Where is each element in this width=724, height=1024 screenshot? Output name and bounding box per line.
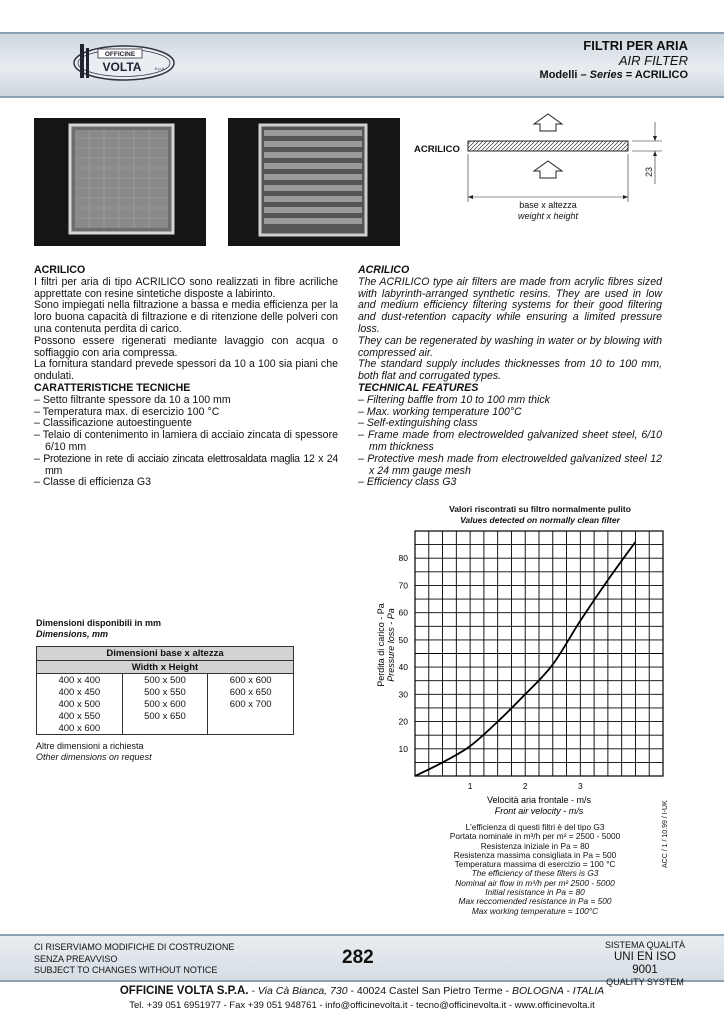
y-tick-label: 30 (398, 689, 408, 700)
chart-subtitle: Values detected on normally clean filter (460, 514, 620, 525)
info-line: Temperatura massima di esercizio = 100 °C (454, 859, 616, 870)
info-line: Nominal air flow in m³/h per m² 2500 - 5000 (455, 877, 615, 888)
paragraph-it-1: I filtri per aria di tipo ACRILICO sono realizzati in fibre acriliche apprettate con resine sintetiche disposte a labirinto. (34, 275, 338, 300)
table-cell (208, 710, 294, 722)
table-cell: 400 x 400 (37, 674, 123, 687)
quality-system (604, 940, 686, 988)
company-logo (72, 40, 176, 82)
table-row (37, 686, 294, 698)
y-tick-label: 60 (398, 607, 408, 618)
list-item: – Telaio di contenimento in lamiera di acciaio zincata di spessore 6/10 mm (34, 430, 338, 454)
notice-en: SUBJECT TO CHANGES WITHOUT NOTICE (34, 965, 218, 975)
info-line: Max reccomended resistance in Pa = 500 (458, 896, 612, 907)
chart-info (410, 823, 660, 916)
list-item: – Max. working temperature 100°C (358, 407, 662, 419)
quality-line-2: UNI EN ISO 9001 (614, 951, 676, 976)
quality-line-1: SISTEMA QUALITÀ (604, 940, 686, 950)
table-cell: 600 x 600 (208, 674, 294, 687)
y-tick-label: 40 (398, 662, 408, 673)
page-number: 282 (342, 947, 374, 968)
x-tick-label: 3 (577, 781, 583, 791)
chart-grid (415, 531, 663, 776)
text-italian (34, 265, 338, 489)
features-heading-it: CARATTERISTICHE TECNICHE (34, 381, 191, 394)
dimensions-table (36, 646, 294, 735)
side-code: ACC / 1 / 10.99 / I-UK (662, 800, 669, 868)
paragraph-it-3: Possono essere rigenerati mediante lavaggio con acqua o soffiaggio con aria compressa. (34, 334, 338, 359)
y-tick-label: 20 (398, 716, 408, 727)
notice-it-1: CI RISERVIAMO MODIFICHE DI COSTRUZIONE (34, 942, 235, 952)
x-tick-label: 1 (467, 781, 473, 791)
footer-notice (34, 942, 234, 977)
features-list-en (358, 395, 662, 489)
diagram-label: ACRILICO (414, 144, 460, 155)
diagram-caption (468, 200, 628, 222)
info-line: The efficiency of these filters is G3 (471, 868, 599, 879)
info-line: Resistenza iniziale in Pa = 80 (480, 840, 590, 851)
table-cell (122, 722, 208, 735)
diagram-caption-it: base x altezza (519, 200, 577, 210)
list-item: – Temperatura max. di esercizio 100 °C (34, 407, 338, 419)
paragraph-it-4: La fornitura standard prevede spessori da 10 a 100 sia piani che ondulati. (34, 358, 338, 383)
thickness-dim: 23 (644, 166, 654, 178)
list-item: – Self-extinguishing class (358, 418, 662, 430)
table-cell: 500 x 600 (122, 698, 208, 710)
footer-contacts: Tel. +39 051 6951977 - Fax +39 051 948761 - info@officinevolta.it - tecno@officinevolta.it - www.officinevolta.it (129, 1000, 595, 1011)
paragraph-en-3: The standard supply includes thicknesses from 10 to 100 mm, both flat and corrugated types. (358, 358, 662, 383)
paragraph-en-2: They can be regenerated by washing in water or by blowing with compressed air. (358, 334, 662, 359)
y-axis-label: Perdita di carico - Pa (376, 603, 386, 687)
features-list-it (34, 395, 338, 489)
table-cell: 400 x 600 (37, 722, 123, 735)
dimensions-note-en: Other dimensions on request (36, 751, 152, 762)
table-cell: 500 x 550 (122, 686, 208, 698)
y-tick-label: 70 (398, 580, 408, 591)
table-row (37, 710, 294, 722)
filter-photo-corrugated (228, 118, 400, 246)
y-axis-label-en: Pressure loss - Pa (386, 608, 396, 682)
list-item: – Frame made from electrowelded galvanized sheet steel, 6/10 mm thickness (358, 430, 662, 454)
logo-main-text: VOLTA (102, 60, 142, 74)
chart-title: Valori riscontrati su filtro normalmente pulito (449, 504, 631, 514)
heading-en: ACRILICO (358, 264, 410, 276)
models-series: Series (589, 69, 623, 81)
table-cell: 600 x 700 (208, 698, 294, 710)
y-tick-label: 80 (398, 553, 408, 564)
dimensions-title (36, 618, 161, 639)
dimensions-note-it: Altre dimensioni a richiesta (36, 741, 144, 751)
list-item: – Classe di efficienza G3 (34, 477, 338, 489)
list-item: – Protective mesh made from electrowelded galvanized steel 12 x 24 mm gauge mesh (358, 454, 662, 478)
info-line: Initial resistance in Pa = 80 (485, 887, 585, 898)
x-axis-label-en: Front air velocity - m/s (494, 806, 584, 816)
dimensions-title-en: Dimensions, mm (36, 628, 109, 639)
features-heading-en: TECHNICAL FEATURES (358, 381, 479, 394)
notice-it-2: SENZA PREAVVISO (34, 953, 118, 964)
dimensions-title-it: Dimensioni disponibili in mm (36, 618, 162, 628)
table-row (37, 722, 294, 735)
table-cell: 600 x 650 (208, 686, 294, 698)
info-line: Portata nominale in m³/h per m² = 2500 - 5000 (449, 831, 621, 842)
list-item: – Setto filtrante spessore da 10 a 100 mm (34, 395, 338, 407)
address-town: - 40024 Castel San Pietro Terme - (347, 985, 512, 997)
y-tick-label: 50 (398, 634, 408, 645)
logo-spa-text: S.p.A. (154, 66, 166, 71)
diagram-caption-en: weight x height (517, 211, 579, 221)
list-item: – Classificazione autoestinguente (34, 418, 338, 430)
company-name: OFFICINE VOLTA S.P.A. (119, 985, 249, 997)
chart-title-block (410, 504, 670, 525)
footer-address (0, 985, 724, 997)
models-suffix: = ACRILICO (622, 69, 688, 81)
models-prefix: Modelli – (539, 69, 590, 81)
table-header-it: Dimensioni base x altezza (37, 647, 294, 661)
table-row (37, 698, 294, 710)
dimensions-note (36, 741, 152, 762)
info-line: Max working temperature = 100°C (471, 905, 599, 916)
quality-line-3: QUALITY SYSTEM (606, 977, 684, 987)
table-cell: 400 x 500 (37, 698, 123, 710)
pressure-loss-chart (360, 525, 680, 825)
y-tick-label: 10 (398, 743, 408, 754)
table-cell: 500 x 500 (122, 674, 208, 687)
page-title: FILTRI PER ARIA (583, 38, 688, 53)
paragraph-it-2: Sono impiegati nella filtrazione a bassa e media efficienza per la loro buona capacità di filtrazione e di ritenzione delle polveri con una contenuta perdita di carico. (34, 299, 338, 335)
address-street: - Via Cà Bianca, 730 (248, 985, 348, 997)
text-english (358, 265, 662, 489)
table-header-en: Width x Height (37, 661, 294, 674)
address-city: BOLOGNA - ITALIA (511, 985, 605, 997)
table-cell: 400 x 450 (37, 686, 123, 698)
x-tick-label: 2 (522, 781, 528, 791)
heading-it: ACRILICO (34, 264, 86, 276)
models-line (540, 69, 688, 81)
info-line: Resistenza massima consigliata in Pa = 500 (453, 849, 617, 860)
logo-top-text: OFFICINE (104, 51, 136, 58)
table-cell (208, 722, 294, 735)
x-axis-label: Velocità aria frontale - m/s (486, 795, 592, 805)
table-cell: 400 x 550 (37, 710, 123, 722)
paragraph-en-1: The ACRILICO type air filters are made from acrylic fibres sized with labyrinth-arranged synthetic resins. They are used in low and medium efficiency filtering systems for their good filtering and dust-retention capacity while ensuring a limited pressure loss. (358, 275, 662, 335)
info-line: L'efficienza di questi filtri è del tipo G3 (465, 822, 605, 832)
list-item: – Filtering baffle from 10 to 100 mm thick (358, 395, 662, 407)
table-row (37, 674, 294, 687)
table-cell: 500 x 650 (122, 710, 208, 722)
list-item: – Protezione in rete di acciaio zincata elettrosaldata maglia 12 x 24 mm (34, 454, 338, 478)
list-item: – Efficiency class G3 (358, 477, 662, 489)
filter-photo-flat (34, 118, 206, 246)
page-title-en: AIR FILTER (618, 53, 688, 68)
